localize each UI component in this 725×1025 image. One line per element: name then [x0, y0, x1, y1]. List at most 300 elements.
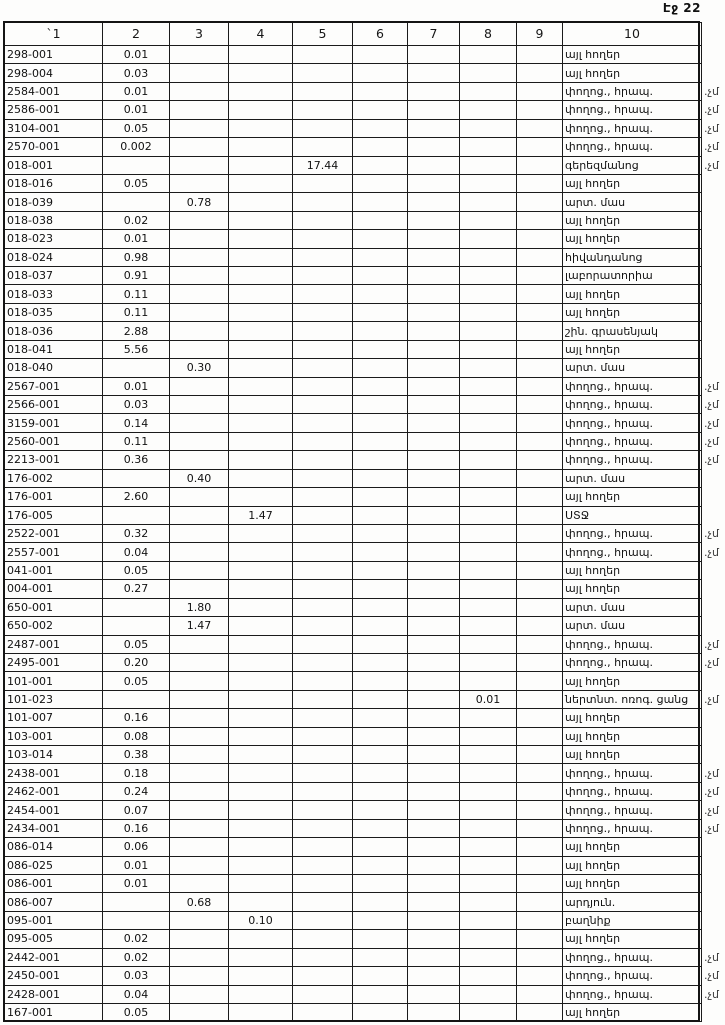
- cell-land-use: փողոց., հրապ.: [563, 414, 702, 432]
- cell-value: 0.27: [103, 580, 170, 598]
- cell-empty: [293, 285, 353, 303]
- cell-value: 0.05: [103, 119, 170, 137]
- cell-empty: [408, 303, 460, 321]
- cell-value: 0.20: [103, 653, 170, 671]
- cell-value: 0.40: [170, 469, 229, 487]
- cell-empty: [293, 46, 353, 64]
- column-header: 5: [293, 23, 353, 46]
- cell-empty: [293, 893, 353, 911]
- cell-empty: [460, 856, 517, 874]
- cell-empty: [170, 653, 229, 671]
- table-row: [5, 211, 725, 229]
- cell-empty: [293, 248, 353, 266]
- cell-empty: [229, 819, 293, 837]
- cell-land-use: այլ հողեր: [563, 709, 702, 727]
- cell-empty: [460, 782, 517, 800]
- cell-empty: [170, 82, 229, 100]
- margin-empty: [702, 893, 725, 911]
- cell-empty: [460, 967, 517, 985]
- cell-empty: [170, 156, 229, 174]
- cell-empty: [293, 801, 353, 819]
- margin-annotation: .չմ: [704, 766, 719, 780]
- margin-empty: [702, 506, 725, 524]
- cell-empty: [293, 967, 353, 985]
- cell-empty: [293, 819, 353, 837]
- cell-empty: [293, 211, 353, 229]
- cell-empty: [517, 561, 563, 579]
- cell-empty: [460, 303, 517, 321]
- cell-empty: [408, 211, 460, 229]
- cell-empty: [353, 801, 408, 819]
- cell-empty: [408, 838, 460, 856]
- cell-empty: [517, 967, 563, 985]
- cell-parcel-id: 018-040: [5, 359, 103, 377]
- cell-parcel-id: 3159-001: [5, 414, 103, 432]
- cell-empty: [408, 874, 460, 892]
- cell-empty: [517, 211, 563, 229]
- cell-empty: [353, 230, 408, 248]
- cell-empty: [293, 138, 353, 156]
- table-row: [5, 709, 725, 727]
- cell-empty: [170, 801, 229, 819]
- cell-empty: [229, 580, 293, 598]
- cell-empty: [353, 469, 408, 487]
- cell-empty: [408, 764, 460, 782]
- cell-value: 0.01: [103, 46, 170, 64]
- margin-empty: [702, 174, 725, 192]
- cell-empty: [353, 782, 408, 800]
- cell-empty: [353, 64, 408, 82]
- cell-empty: [170, 267, 229, 285]
- cell-empty: [460, 580, 517, 598]
- margin-empty: [702, 561, 725, 579]
- cell-land-use: այլ հողեր: [563, 580, 702, 598]
- table-row: [5, 46, 725, 64]
- cell-empty: [408, 598, 460, 616]
- cell-empty: [229, 248, 293, 266]
- cell-empty: [460, 838, 517, 856]
- cell-empty: [229, 782, 293, 800]
- cell-empty: [408, 82, 460, 100]
- cell-empty: [353, 506, 408, 524]
- cell-parcel-id: 2454-001: [5, 801, 103, 819]
- cell-empty: [517, 414, 563, 432]
- cell-empty: [460, 985, 517, 1003]
- cell-empty: [170, 782, 229, 800]
- margin-empty: [702, 746, 725, 764]
- cell-empty: [460, 543, 517, 561]
- cell-empty: [293, 451, 353, 469]
- cell-empty: [170, 119, 229, 137]
- cell-value: 0.14: [103, 414, 170, 432]
- cell-empty: [353, 174, 408, 192]
- cell-empty: [353, 598, 408, 616]
- cell-empty: [408, 524, 460, 542]
- cell-parcel-id: 018-035: [5, 303, 103, 321]
- cell-value: 0.16: [103, 819, 170, 837]
- cell-empty: [353, 874, 408, 892]
- cell-empty: [408, 193, 460, 211]
- table-row: [5, 340, 725, 358]
- cell-empty: [293, 561, 353, 579]
- cell-empty: [408, 746, 460, 764]
- cell-empty: [353, 119, 408, 137]
- cell-empty: [103, 617, 170, 635]
- cell-parcel-id: 2428-001: [5, 985, 103, 1003]
- table-row: [5, 653, 725, 671]
- cell-empty: [517, 230, 563, 248]
- cell-empty: [460, 174, 517, 192]
- cell-value: 0.04: [103, 985, 170, 1003]
- cell-parcel-id: 101-007: [5, 709, 103, 727]
- cell-empty: [170, 451, 229, 469]
- cell-parcel-id: 2450-001: [5, 967, 103, 985]
- cell-empty: [408, 267, 460, 285]
- cell-empty: [229, 488, 293, 506]
- cell-empty: [293, 948, 353, 966]
- cell-empty: [353, 617, 408, 635]
- cell-empty: [293, 580, 353, 598]
- margin-annotation: .չմ: [704, 435, 719, 449]
- cell-value: 0.68: [170, 893, 229, 911]
- cell-empty: [229, 617, 293, 635]
- cell-land-use: փողոց., հրապ.: [563, 138, 702, 156]
- cell-value: 0.36: [103, 451, 170, 469]
- cell-parcel-id: 2522-001: [5, 524, 103, 542]
- cell-empty: [460, 377, 517, 395]
- cell-empty: [293, 653, 353, 671]
- cell-value: 0.02: [103, 930, 170, 948]
- cell-empty: [353, 451, 408, 469]
- cell-empty: [229, 838, 293, 856]
- cell-empty: [229, 340, 293, 358]
- table-row: [5, 303, 725, 321]
- cell-empty: [517, 506, 563, 524]
- cell-empty: [170, 874, 229, 892]
- cell-empty: [353, 746, 408, 764]
- cell-empty: [408, 580, 460, 598]
- cell-empty: [460, 506, 517, 524]
- table-row: [5, 174, 725, 192]
- cell-empty: [517, 930, 563, 948]
- cell-empty: [408, 230, 460, 248]
- cell-empty: [460, 672, 517, 690]
- cell-empty: [517, 101, 563, 119]
- cell-empty: [170, 396, 229, 414]
- cell-value: 2.60: [103, 488, 170, 506]
- cell-value: 0.08: [103, 727, 170, 745]
- cell-value: 0.01: [103, 230, 170, 248]
- margin-annotation: .չմ: [704, 545, 719, 559]
- cell-empty: [229, 211, 293, 229]
- cell-empty: [460, 82, 517, 100]
- table-row: [5, 506, 725, 524]
- cell-land-use: այլ հողեր: [563, 488, 702, 506]
- cell-parcel-id: 176-002: [5, 469, 103, 487]
- cell-empty: [460, 764, 517, 782]
- cell-parcel-id: 2487-001: [5, 635, 103, 653]
- cell-parcel-id: 298-004: [5, 64, 103, 82]
- cell-land-use: այլ հողեր: [563, 672, 702, 690]
- margin-annotation: .չմ: [704, 398, 719, 412]
- cell-empty: [103, 469, 170, 487]
- table-row: [5, 635, 725, 653]
- cell-empty: [460, 488, 517, 506]
- cell-empty: [293, 1003, 353, 1021]
- table-row: [5, 64, 725, 82]
- cell-value: 0.11: [103, 303, 170, 321]
- table-row: [5, 414, 725, 432]
- column-header: 10: [563, 23, 702, 46]
- cell-empty: [293, 782, 353, 800]
- cell-empty: [460, 819, 517, 837]
- margin-empty: [702, 64, 725, 82]
- cell-empty: [229, 119, 293, 137]
- cell-value: 0.11: [103, 432, 170, 450]
- column-header: 3: [170, 23, 229, 46]
- margin-empty: [702, 285, 725, 303]
- cell-empty: [293, 727, 353, 745]
- cell-empty: [460, 709, 517, 727]
- cell-empty: [517, 359, 563, 377]
- cell-empty: [293, 359, 353, 377]
- table-row: [5, 322, 725, 340]
- cell-value: 0.03: [103, 396, 170, 414]
- table-body: [5, 46, 725, 1022]
- table-row: [5, 690, 725, 708]
- table-header: [5, 23, 725, 46]
- cell-empty: [170, 64, 229, 82]
- cell-value: 0.02: [103, 211, 170, 229]
- margin-empty: [702, 911, 725, 929]
- cell-empty: [408, 101, 460, 119]
- cell-empty: [460, 948, 517, 966]
- margin-empty: [702, 580, 725, 598]
- cell-empty: [517, 285, 563, 303]
- cell-empty: [170, 101, 229, 119]
- cell-value: 0.30: [170, 359, 229, 377]
- cell-empty: [517, 874, 563, 892]
- margin-annotation: .չմ: [704, 416, 719, 430]
- cell-value: 1.47: [229, 506, 293, 524]
- cell-value: 0.05: [103, 561, 170, 579]
- cell-empty: [353, 967, 408, 985]
- table-row: [5, 727, 725, 745]
- cell-empty: [517, 432, 563, 450]
- cell-empty: [229, 930, 293, 948]
- table-row: [5, 193, 725, 211]
- cell-land-use: փողոց., հրապ.: [563, 82, 702, 100]
- cell-empty: [293, 322, 353, 340]
- cell-empty: [460, 469, 517, 487]
- cell-parcel-id: 2586-001: [5, 101, 103, 119]
- cell-parcel-id: 018-023: [5, 230, 103, 248]
- cell-empty: [517, 377, 563, 395]
- cell-empty: [517, 156, 563, 174]
- cell-empty: [460, 285, 517, 303]
- cell-empty: [293, 82, 353, 100]
- margin-annotation: .չմ: [704, 950, 719, 964]
- cell-land-use: փողոց., հրապ.: [563, 432, 702, 450]
- cell-empty: [408, 396, 460, 414]
- cell-empty: [170, 856, 229, 874]
- margin-annotation: .չմ: [704, 821, 719, 835]
- cell-empty: [103, 156, 170, 174]
- cell-empty: [170, 764, 229, 782]
- cell-empty: [408, 893, 460, 911]
- cell-value: 0.05: [103, 635, 170, 653]
- cell-empty: [408, 727, 460, 745]
- cell-empty: [408, 119, 460, 137]
- cell-empty: [293, 709, 353, 727]
- cell-empty: [408, 377, 460, 395]
- cell-parcel-id: 2570-001: [5, 138, 103, 156]
- cell-parcel-id: 2566-001: [5, 396, 103, 414]
- cell-empty: [293, 598, 353, 616]
- cell-empty: [460, 874, 517, 892]
- cell-empty: [293, 396, 353, 414]
- cell-empty: [170, 488, 229, 506]
- margin-empty: [702, 211, 725, 229]
- cell-value: 0.002: [103, 138, 170, 156]
- cell-empty: [170, 709, 229, 727]
- cell-empty: [170, 967, 229, 985]
- cell-land-use: փողոց., հրապ.: [563, 782, 702, 800]
- table-row: [5, 248, 725, 266]
- table-row: [5, 82, 725, 100]
- cell-empty: [353, 303, 408, 321]
- cell-value: 1.80: [170, 598, 229, 616]
- cell-empty: [408, 322, 460, 340]
- cell-empty: [293, 174, 353, 192]
- cell-empty: [293, 911, 353, 929]
- cell-parcel-id: 2560-001: [5, 432, 103, 450]
- cell-empty: [517, 653, 563, 671]
- cell-empty: [170, 948, 229, 966]
- cell-empty: [517, 543, 563, 561]
- cell-empty: [517, 1003, 563, 1021]
- table-row: [5, 561, 725, 579]
- cell-empty: [408, 138, 460, 156]
- cell-empty: [293, 764, 353, 782]
- margin-empty: [702, 230, 725, 248]
- cell-parcel-id: 2462-001: [5, 782, 103, 800]
- cell-empty: [517, 893, 563, 911]
- cell-empty: [103, 598, 170, 616]
- cell-value: 1.47: [170, 617, 229, 635]
- cell-empty: [170, 985, 229, 1003]
- cell-empty: [170, 838, 229, 856]
- cell-parcel-id: 2434-001: [5, 819, 103, 837]
- cell-empty: [170, 746, 229, 764]
- cell-parcel-id: 018-024: [5, 248, 103, 266]
- cell-empty: [103, 193, 170, 211]
- cell-empty: [229, 727, 293, 745]
- cell-empty: [460, 911, 517, 929]
- cell-empty: [293, 746, 353, 764]
- cell-land-use: փողոց., հրապ.: [563, 764, 702, 782]
- cell-empty: [460, 267, 517, 285]
- margin-empty: [702, 856, 725, 874]
- cell-empty: [353, 580, 408, 598]
- margin-empty: [702, 617, 725, 635]
- cell-empty: [408, 488, 460, 506]
- margin-annotation: .չմ: [704, 527, 719, 541]
- cell-empty: [229, 101, 293, 119]
- cell-empty: [353, 396, 408, 414]
- cell-parcel-id: 2584-001: [5, 82, 103, 100]
- cell-empty: [229, 967, 293, 985]
- margin-annotation: .չմ: [704, 969, 719, 983]
- margin-annotation: .չմ: [704, 987, 719, 1001]
- cell-empty: [229, 653, 293, 671]
- cell-empty: [460, 451, 517, 469]
- cell-empty: [170, 285, 229, 303]
- cell-value: 5.56: [103, 340, 170, 358]
- cell-empty: [517, 856, 563, 874]
- cell-empty: [408, 64, 460, 82]
- cell-empty: [460, 359, 517, 377]
- table-row: [5, 617, 725, 635]
- cell-land-use: փողոց., հրապ.: [563, 396, 702, 414]
- cell-land-use: փողոց., հրապ.: [563, 377, 702, 395]
- table-row: [5, 598, 725, 616]
- cell-empty: [293, 617, 353, 635]
- cell-value: 0.78: [170, 193, 229, 211]
- margin-annotation: .չմ: [704, 85, 719, 99]
- cell-empty: [229, 893, 293, 911]
- table-row: [5, 138, 725, 156]
- cell-empty: [229, 303, 293, 321]
- cell-empty: [517, 451, 563, 469]
- cell-empty: [353, 985, 408, 1003]
- cell-empty: [229, 174, 293, 192]
- cell-empty: [517, 46, 563, 64]
- cell-value: 0.38: [103, 746, 170, 764]
- cell-empty: [353, 911, 408, 929]
- cell-empty: [293, 377, 353, 395]
- cell-empty: [353, 267, 408, 285]
- cell-land-use: արտ. մաս: [563, 598, 702, 616]
- cell-empty: [293, 267, 353, 285]
- cell-land-use: արտ. մաս: [563, 469, 702, 487]
- cell-land-use: այլ հողեր: [563, 874, 702, 892]
- cell-empty: [293, 690, 353, 708]
- margin-empty: [702, 874, 725, 892]
- cell-empty: [408, 985, 460, 1003]
- cell-empty: [170, 138, 229, 156]
- cell-parcel-id: 650-002: [5, 617, 103, 635]
- cell-parcel-id: 086-025: [5, 856, 103, 874]
- cell-empty: [517, 911, 563, 929]
- cell-empty: [353, 377, 408, 395]
- cell-empty: [460, 598, 517, 616]
- cell-empty: [229, 672, 293, 690]
- cell-parcel-id: 086-007: [5, 893, 103, 911]
- cell-empty: [353, 524, 408, 542]
- cell-empty: [293, 672, 353, 690]
- cell-empty: [353, 1003, 408, 1021]
- cell-parcel-id: 167-001: [5, 1003, 103, 1021]
- cell-empty: [229, 543, 293, 561]
- cell-parcel-id: 018-036: [5, 322, 103, 340]
- cell-parcel-id: 298-001: [5, 46, 103, 64]
- table-row: [5, 156, 725, 174]
- cell-value: 2.88: [103, 322, 170, 340]
- table-row: [5, 801, 725, 819]
- cell-land-use: փողոց., հրապ.: [563, 801, 702, 819]
- table-row: [5, 119, 725, 137]
